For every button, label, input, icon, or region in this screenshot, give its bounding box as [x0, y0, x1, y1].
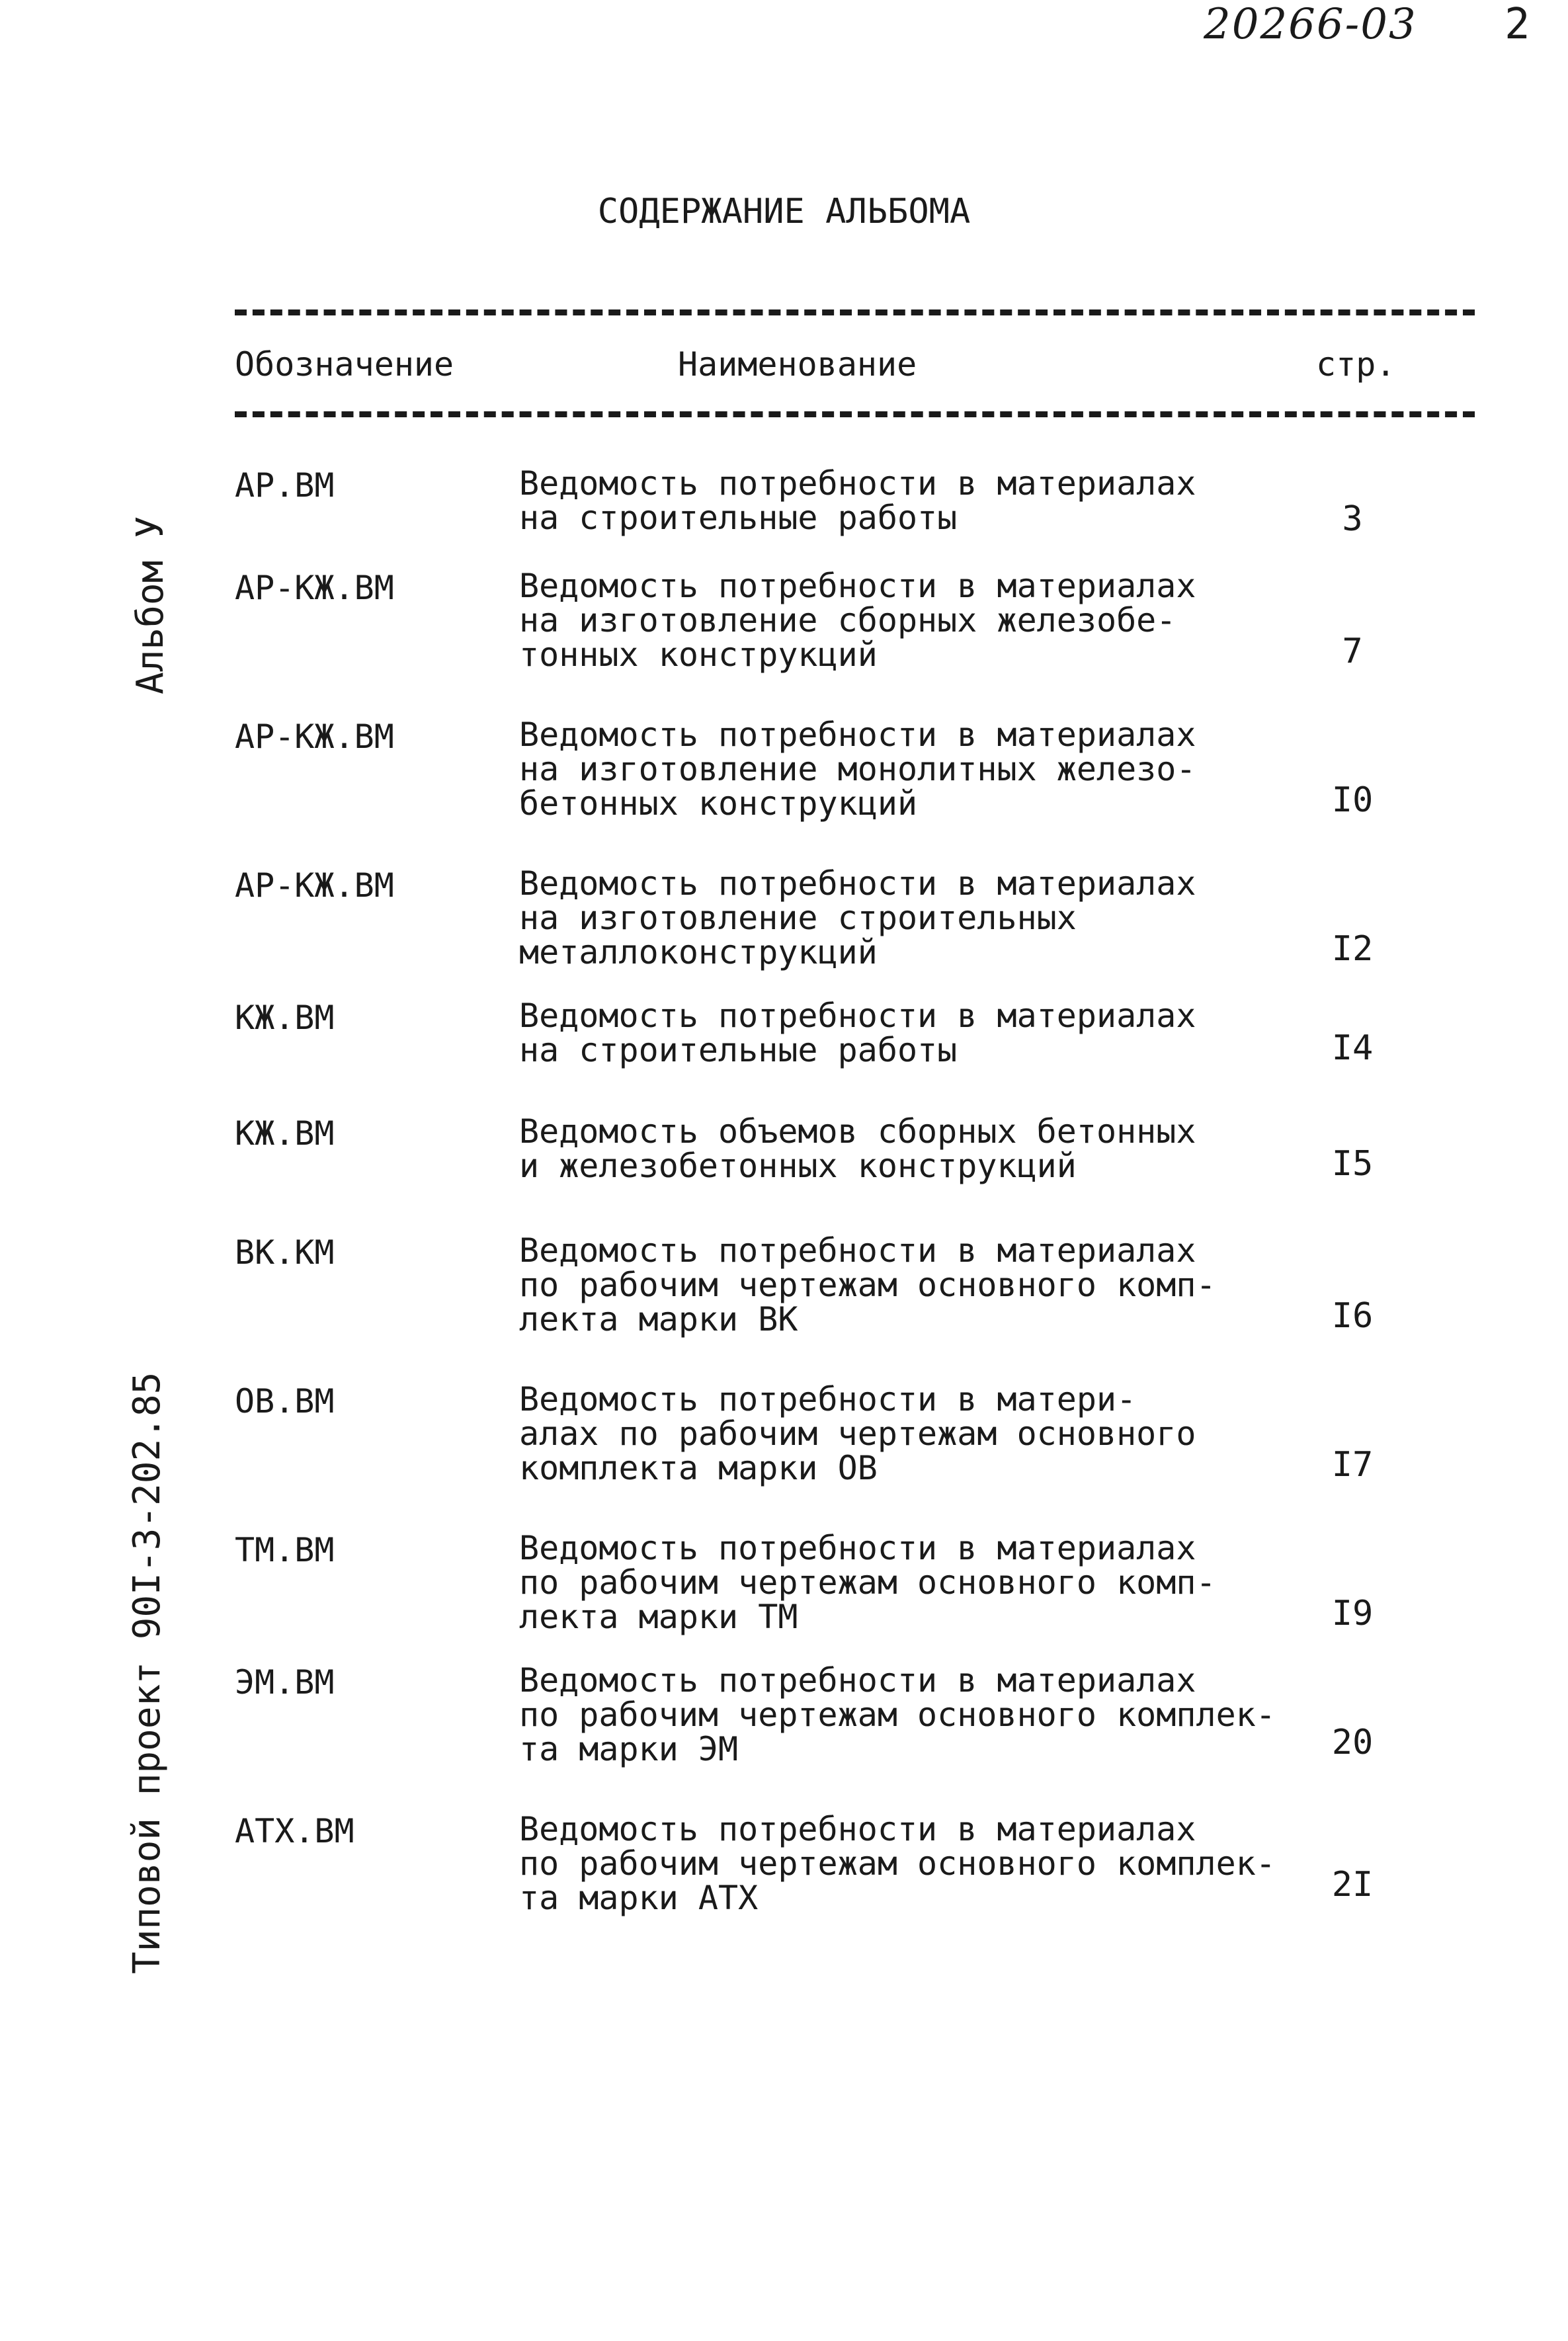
row-page: I6 — [1331, 1296, 1374, 1336]
sheet-number: 2 — [1505, 0, 1530, 49]
row-name: Ведомость объемов сборных бетонных и железобетонных конструкций — [519, 1112, 1196, 1185]
column-header-page: стр. — [1316, 345, 1396, 384]
row-designation: КЖ.ВМ — [235, 999, 335, 1037]
document-number: 20266-03 — [1204, 0, 1417, 49]
row-page: 2I — [1331, 1865, 1374, 1905]
row-name: Ведомость потребности в материалах по рабочим чертежам основного комп- лекта марки ВК — [519, 1231, 1216, 1338]
project-label: Типовой проект 90I-3-202.85 — [126, 1372, 169, 1974]
row-page: I0 — [1331, 780, 1374, 820]
row-designation: АР-КЖ.ВМ — [235, 718, 394, 756]
row-designation: АР-КЖ.ВМ — [235, 866, 394, 905]
row-name: Ведомость потребности в материалах на строительные работы — [519, 464, 1196, 537]
row-designation: АТХ.ВМ — [235, 1812, 354, 1850]
row-page: 20 — [1331, 1723, 1374, 1762]
row-page: I2 — [1331, 929, 1374, 969]
row-page: I5 — [1331, 1144, 1374, 1184]
album-label: Альбом У — [129, 516, 172, 694]
row-name: Ведомость потребности в материалах по рабочим чертежам основного комплек- та марки ЭМ — [519, 1661, 1276, 1768]
row-designation: ВК.КМ — [235, 1233, 335, 1272]
header-top-rule — [235, 309, 1475, 315]
column-header-designation: Обозначение — [235, 345, 454, 384]
row-page: 7 — [1342, 632, 1363, 671]
row-name: Ведомость потребности в матери- алах по рабочим чертежам основного комплекта марки ОВ — [519, 1380, 1196, 1487]
row-name: Ведомость потребности в материалах на изготовление строительных металлоконструкций — [519, 864, 1196, 971]
page-title: СОДЕРЖАНИЕ АЛЬБОМА — [597, 192, 971, 231]
row-page: 3 — [1342, 499, 1363, 539]
column-header-name: Наименование — [678, 345, 917, 384]
row-page: I4 — [1331, 1028, 1374, 1068]
row-name: Ведомость потребности в материалах на изготовление монолитных железо- бетонных конструкций — [519, 716, 1196, 823]
row-designation: АР-КЖ.ВМ — [235, 569, 394, 607]
header-bottom-rule — [235, 411, 1475, 417]
row-page: I7 — [1331, 1445, 1374, 1485]
row-name: Ведомость потребности в материалах по рабочим чертежам основного комп- лекта марки ТМ — [519, 1529, 1216, 1636]
row-designation: ЭМ.ВМ — [235, 1663, 335, 1702]
row-designation: ОВ.ВМ — [235, 1382, 335, 1420]
row-name: Ведомость потребности в материалах на изготовление сборных железобе- тонных конструкций — [519, 567, 1196, 674]
row-designation: ТМ.ВМ — [235, 1531, 335, 1569]
row-page: I9 — [1331, 1594, 1374, 1633]
row-designation: КЖ.ВМ — [235, 1114, 335, 1153]
row-name: Ведомость потребности в материалах по рабочим чертежам основного комплек- та марки АТХ — [519, 1810, 1276, 1917]
row-designation: АР.ВМ — [235, 466, 335, 505]
row-name: Ведомость потребности в материалах на строительные работы — [519, 997, 1196, 1069]
